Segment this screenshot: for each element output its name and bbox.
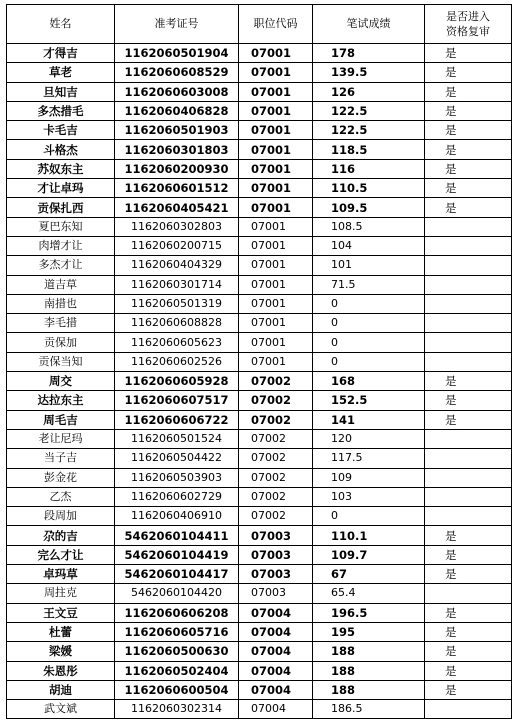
cell-exam-id: 1162060504422 bbox=[115, 449, 239, 468]
cell-review-status: 是 bbox=[425, 198, 512, 217]
cell-name: 段周加 bbox=[7, 507, 115, 526]
cell-exam-id: 1162060602729 bbox=[115, 487, 239, 506]
cell-position-code: 07003 bbox=[239, 526, 313, 545]
cell-name: 当子吉 bbox=[7, 449, 115, 468]
cell-position-code: 07002 bbox=[239, 372, 313, 391]
results-table bbox=[6, 4, 512, 719]
header-written-score: 笔试成绩 bbox=[313, 5, 425, 44]
cell-written-score: 116 bbox=[313, 159, 425, 178]
cell-name: 卓玛草 bbox=[7, 565, 115, 584]
cell-written-score: 104 bbox=[313, 236, 425, 255]
table-body bbox=[7, 44, 512, 719]
cell-name: 才让卓玛 bbox=[7, 179, 115, 198]
header-review-line2: 资格复审 bbox=[446, 25, 490, 38]
cell-written-score: 188 bbox=[313, 642, 425, 661]
cell-review-status bbox=[425, 487, 512, 506]
cell-written-score: 118.5 bbox=[313, 140, 425, 159]
cell-written-score: 109.7 bbox=[313, 545, 425, 564]
cell-review-status: 是 bbox=[425, 565, 512, 584]
cell-exam-id: 1162060501904 bbox=[115, 44, 239, 63]
cell-position-code: 07001 bbox=[239, 352, 313, 371]
cell-review-status bbox=[425, 275, 512, 294]
cell-position-code: 07001 bbox=[239, 82, 313, 101]
table-row bbox=[7, 487, 512, 506]
table-row bbox=[7, 661, 512, 680]
cell-review-status bbox=[425, 294, 512, 313]
cell-review-status bbox=[425, 468, 512, 487]
cell-name: 梁媛 bbox=[7, 642, 115, 661]
cell-written-score: 141 bbox=[313, 410, 425, 429]
table-row bbox=[7, 429, 512, 448]
cell-written-score: 195 bbox=[313, 622, 425, 641]
cell-written-score: 122.5 bbox=[313, 121, 425, 140]
cell-exam-id: 1162060606722 bbox=[115, 410, 239, 429]
table-row bbox=[7, 82, 512, 101]
cell-position-code: 07003 bbox=[239, 565, 313, 584]
cell-exam-id: 1162060502404 bbox=[115, 661, 239, 680]
table-row bbox=[7, 44, 512, 63]
cell-exam-id: 1162060607517 bbox=[115, 391, 239, 410]
cell-written-score: 186.5 bbox=[313, 700, 425, 719]
table-row bbox=[7, 642, 512, 661]
table-row bbox=[7, 294, 512, 313]
cell-position-code: 07001 bbox=[239, 101, 313, 120]
cell-position-code: 07001 bbox=[239, 333, 313, 352]
table-row bbox=[7, 622, 512, 641]
cell-review-status: 是 bbox=[425, 391, 512, 410]
cell-written-score: 65.4 bbox=[313, 584, 425, 603]
cell-position-code: 07002 bbox=[239, 487, 313, 506]
cell-position-code: 07003 bbox=[239, 584, 313, 603]
cell-position-code: 07001 bbox=[239, 275, 313, 294]
cell-position-code: 07004 bbox=[239, 642, 313, 661]
cell-position-code: 07001 bbox=[239, 121, 313, 140]
cell-written-score: 103 bbox=[313, 487, 425, 506]
cell-written-score: 71.5 bbox=[313, 275, 425, 294]
cell-review-status bbox=[425, 429, 512, 448]
table-row bbox=[7, 410, 512, 429]
header-exam-id: 准考证号 bbox=[115, 5, 239, 44]
cell-name: 多杰措毛 bbox=[7, 101, 115, 120]
table-row bbox=[7, 468, 512, 487]
cell-exam-id: 1162060600504 bbox=[115, 680, 239, 699]
cell-written-score: 0 bbox=[313, 333, 425, 352]
cell-name: 老让尼玛 bbox=[7, 429, 115, 448]
cell-exam-id: 1162060302803 bbox=[115, 217, 239, 236]
cell-name: 杜蕾 bbox=[7, 622, 115, 641]
table-row bbox=[7, 256, 512, 275]
cell-written-score: 110.5 bbox=[313, 179, 425, 198]
table-row bbox=[7, 121, 512, 140]
cell-written-score: 188 bbox=[313, 661, 425, 680]
cell-name: 周拄克 bbox=[7, 584, 115, 603]
cell-review-status bbox=[425, 256, 512, 275]
cell-written-score: 0 bbox=[313, 314, 425, 333]
cell-name: 贡保当知 bbox=[7, 352, 115, 371]
cell-review-status: 是 bbox=[425, 661, 512, 680]
cell-position-code: 07002 bbox=[239, 507, 313, 526]
cell-exam-id: 1162060602526 bbox=[115, 352, 239, 371]
table-row bbox=[7, 217, 512, 236]
cell-review-status: 是 bbox=[425, 526, 512, 545]
cell-review-status bbox=[425, 333, 512, 352]
cell-review-status: 是 bbox=[425, 140, 512, 159]
results-sheet bbox=[6, 4, 512, 719]
cell-review-status: 是 bbox=[425, 680, 512, 699]
table-row bbox=[7, 140, 512, 159]
cell-name: 尕的吉 bbox=[7, 526, 115, 545]
cell-review-status bbox=[425, 236, 512, 255]
cell-review-status: 是 bbox=[425, 372, 512, 391]
table-row bbox=[7, 680, 512, 699]
table-row bbox=[7, 449, 512, 468]
cell-position-code: 07001 bbox=[239, 198, 313, 217]
cell-written-score: 196.5 bbox=[313, 603, 425, 622]
cell-review-status bbox=[425, 352, 512, 371]
cell-exam-id: 5462060104411 bbox=[115, 526, 239, 545]
cell-review-status: 是 bbox=[425, 642, 512, 661]
cell-written-score: 108.5 bbox=[313, 217, 425, 236]
cell-name: 乙杰 bbox=[7, 487, 115, 506]
cell-name: 草老 bbox=[7, 63, 115, 82]
cell-exam-id: 1162060501903 bbox=[115, 121, 239, 140]
cell-exam-id: 1162060406910 bbox=[115, 507, 239, 526]
header-position-code: 职位代码 bbox=[239, 5, 313, 44]
cell-exam-id: 1162060200930 bbox=[115, 159, 239, 178]
cell-exam-id: 1162060608828 bbox=[115, 314, 239, 333]
table-row bbox=[7, 333, 512, 352]
cell-position-code: 07004 bbox=[239, 622, 313, 641]
cell-review-status: 是 bbox=[425, 159, 512, 178]
cell-review-status: 是 bbox=[425, 545, 512, 564]
cell-position-code: 07002 bbox=[239, 449, 313, 468]
cell-written-score: 110.1 bbox=[313, 526, 425, 545]
cell-name: 卡毛吉 bbox=[7, 121, 115, 140]
cell-position-code: 07004 bbox=[239, 680, 313, 699]
cell-position-code: 07001 bbox=[239, 179, 313, 198]
table-row bbox=[7, 236, 512, 255]
cell-review-status bbox=[425, 507, 512, 526]
cell-exam-id: 1162060603008 bbox=[115, 82, 239, 101]
cell-exam-id: 1162060500630 bbox=[115, 642, 239, 661]
cell-position-code: 07004 bbox=[239, 603, 313, 622]
cell-exam-id: 1162060503903 bbox=[115, 468, 239, 487]
cell-review-status: 是 bbox=[425, 44, 512, 63]
header-name: 姓名 bbox=[7, 5, 115, 44]
cell-review-status: 是 bbox=[425, 101, 512, 120]
cell-name: 才得吉 bbox=[7, 44, 115, 63]
cell-exam-id: 1162060302314 bbox=[115, 700, 239, 719]
cell-exam-id: 1162060501524 bbox=[115, 429, 239, 448]
cell-name: 斗格杰 bbox=[7, 140, 115, 159]
cell-position-code: 07004 bbox=[239, 700, 313, 719]
cell-review-status bbox=[425, 217, 512, 236]
cell-exam-id: 1162060404329 bbox=[115, 256, 239, 275]
cell-name: 周交 bbox=[7, 372, 115, 391]
cell-written-score: 109.5 bbox=[313, 198, 425, 217]
table-row bbox=[7, 352, 512, 371]
cell-review-status bbox=[425, 314, 512, 333]
table-row bbox=[7, 700, 512, 719]
cell-written-score: 122.5 bbox=[313, 101, 425, 120]
cell-review-status: 是 bbox=[425, 63, 512, 82]
cell-written-score: 0 bbox=[313, 507, 425, 526]
cell-written-score: 0 bbox=[313, 294, 425, 313]
table-row bbox=[7, 63, 512, 82]
cell-name: 武文斌 bbox=[7, 700, 115, 719]
table-row bbox=[7, 526, 512, 545]
cell-review-status: 是 bbox=[425, 82, 512, 101]
cell-written-score: 117.5 bbox=[313, 449, 425, 468]
table-row bbox=[7, 507, 512, 526]
cell-position-code: 07004 bbox=[239, 661, 313, 680]
table-row bbox=[7, 603, 512, 622]
table-row bbox=[7, 545, 512, 564]
cell-exam-id: 1162060301803 bbox=[115, 140, 239, 159]
cell-name: 贡保加 bbox=[7, 333, 115, 352]
cell-position-code: 07001 bbox=[239, 294, 313, 313]
cell-name: 朱恩彤 bbox=[7, 661, 115, 680]
table-row bbox=[7, 275, 512, 294]
table-row bbox=[7, 314, 512, 333]
table-row bbox=[7, 101, 512, 120]
cell-position-code: 07002 bbox=[239, 468, 313, 487]
cell-review-status: 是 bbox=[425, 121, 512, 140]
cell-position-code: 07001 bbox=[239, 44, 313, 63]
cell-review-status: 是 bbox=[425, 603, 512, 622]
cell-name: 胡迪 bbox=[7, 680, 115, 699]
table-row bbox=[7, 565, 512, 584]
cell-written-score: 101 bbox=[313, 256, 425, 275]
cell-name: 肉增才让 bbox=[7, 236, 115, 255]
cell-name: 贡保扎西 bbox=[7, 198, 115, 217]
cell-name: 李毛措 bbox=[7, 314, 115, 333]
cell-review-status bbox=[425, 584, 512, 603]
cell-review-status bbox=[425, 700, 512, 719]
table-row bbox=[7, 391, 512, 410]
cell-written-score: 0 bbox=[313, 352, 425, 371]
cell-position-code: 07002 bbox=[239, 391, 313, 410]
cell-exam-id: 1162060605716 bbox=[115, 622, 239, 641]
cell-position-code: 07001 bbox=[239, 159, 313, 178]
cell-name: 旦知吉 bbox=[7, 82, 115, 101]
cell-exam-id: 5462060104417 bbox=[115, 565, 239, 584]
cell-written-score: 188 bbox=[313, 680, 425, 699]
cell-review-status: 是 bbox=[425, 622, 512, 641]
cell-position-code: 07003 bbox=[239, 545, 313, 564]
cell-name: 周毛吉 bbox=[7, 410, 115, 429]
header-review-status bbox=[425, 5, 512, 44]
cell-exam-id: 5462060104419 bbox=[115, 545, 239, 564]
cell-name: 王文豆 bbox=[7, 603, 115, 622]
cell-exam-id: 1162060200715 bbox=[115, 236, 239, 255]
header-row bbox=[7, 5, 512, 44]
cell-position-code: 07001 bbox=[239, 140, 313, 159]
cell-name: 苏奴东主 bbox=[7, 159, 115, 178]
cell-written-score: 67 bbox=[313, 565, 425, 584]
cell-exam-id: 1162060605928 bbox=[115, 372, 239, 391]
table-row bbox=[7, 179, 512, 198]
cell-name: 达拉东主 bbox=[7, 391, 115, 410]
cell-name: 彭金花 bbox=[7, 468, 115, 487]
cell-written-score: 126 bbox=[313, 82, 425, 101]
cell-written-score: 139.5 bbox=[313, 63, 425, 82]
cell-exam-id: 1162060601512 bbox=[115, 179, 239, 198]
cell-position-code: 07001 bbox=[239, 256, 313, 275]
cell-written-score: 120 bbox=[313, 429, 425, 448]
cell-written-score: 168 bbox=[313, 372, 425, 391]
cell-position-code: 07002 bbox=[239, 410, 313, 429]
cell-written-score: 178 bbox=[313, 44, 425, 63]
table-row bbox=[7, 198, 512, 217]
cell-exam-id: 1162060301714 bbox=[115, 275, 239, 294]
cell-written-score: 109 bbox=[313, 468, 425, 487]
cell-position-code: 07001 bbox=[239, 314, 313, 333]
header-review-line1: 是否进入 bbox=[446, 10, 490, 23]
cell-name: 完么才让 bbox=[7, 545, 115, 564]
cell-exam-id: 1162060501319 bbox=[115, 294, 239, 313]
table-row bbox=[7, 372, 512, 391]
cell-name: 多杰才让 bbox=[7, 256, 115, 275]
cell-position-code: 07001 bbox=[239, 217, 313, 236]
table-row bbox=[7, 159, 512, 178]
table-row bbox=[7, 584, 512, 603]
cell-exam-id: 1162060405421 bbox=[115, 198, 239, 217]
cell-exam-id: 1162060406828 bbox=[115, 101, 239, 120]
cell-position-code: 07001 bbox=[239, 63, 313, 82]
cell-name: 南措也 bbox=[7, 294, 115, 313]
cell-position-code: 07002 bbox=[239, 429, 313, 448]
cell-name: 夏巴东知 bbox=[7, 217, 115, 236]
cell-review-status bbox=[425, 449, 512, 468]
cell-exam-id: 1162060605623 bbox=[115, 333, 239, 352]
cell-exam-id: 1162060606208 bbox=[115, 603, 239, 622]
cell-review-status: 是 bbox=[425, 179, 512, 198]
cell-review-status: 是 bbox=[425, 410, 512, 429]
cell-exam-id: 1162060608529 bbox=[115, 63, 239, 82]
cell-name: 道吉草 bbox=[7, 275, 115, 294]
cell-written-score: 152.5 bbox=[313, 391, 425, 410]
cell-position-code: 07001 bbox=[239, 236, 313, 255]
cell-exam-id: 5462060104420 bbox=[115, 584, 239, 603]
